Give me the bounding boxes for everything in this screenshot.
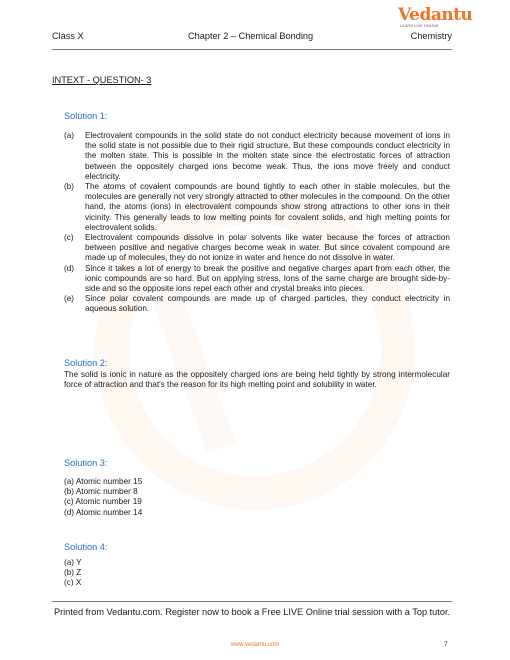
page-number: 7 xyxy=(444,641,448,648)
header-subject: Chemistry xyxy=(410,31,452,41)
list-item xyxy=(64,233,450,264)
solution-2-title: Solution 2: xyxy=(64,358,108,368)
solution-1-title: Solution 1: xyxy=(64,111,108,121)
list-item xyxy=(64,264,450,295)
page-header xyxy=(52,31,452,45)
item-text: Electrovalent compounds dissolve in polar solvents like water because the forces of attraction between positive and negative charges become weak in water. But since covalent compound are made up of molecules, they do not ionize in water and hence do not dissolve in water. xyxy=(85,233,450,263)
header-divider xyxy=(52,49,452,50)
solution-4-title: Solution 4: xyxy=(64,542,108,552)
list-item: (a) Atomic number 15 xyxy=(64,477,143,486)
list-item: (d) Atomic number 14 xyxy=(64,507,143,517)
header-class: Class X xyxy=(52,31,84,41)
header-chapter: Chapter 2 – Chemical Bonding xyxy=(188,31,314,41)
item-marker: (b) xyxy=(64,182,75,192)
item-text: Electrovalent compounds in the solid state do not conduct electricity because movement of ions in the solid state is not possible due to their rigid structure. But these compounds conduct electricity in the molten state. This is possible in the molten state since the electrostatic forces of attraction between the oppositely charged ions become weak. Thus, the ions move freely and conduct electricity. xyxy=(85,131,450,181)
item-marker: (e) xyxy=(64,294,75,304)
section-title: INTEXT - QUESTION- 3 xyxy=(52,75,152,85)
solution-3-list xyxy=(64,477,142,518)
list-item: (c) X xyxy=(64,578,82,588)
item-marker: (a) xyxy=(64,131,75,140)
footer-url-link[interactable]: www.vedantu.com xyxy=(230,642,280,648)
solution-3-title: Solution 3: xyxy=(64,458,108,468)
solution-1-list xyxy=(64,131,450,315)
vedantu-logo xyxy=(398,5,473,30)
item-text: Since it takes a lot of energy to break the positive and negative charges apart from each other, the ionic compounds are so hard. But on applying stress, Ions of the same charge are brought side-by-side and so the opposite ions repel each other and crystal breaks into pieces. xyxy=(85,263,450,294)
list-item xyxy=(64,182,450,233)
solution-2-text: The solid is ionic in nature as the oppositely charged ions are being held tightly by strong intermolecular force of attraction and that's the reason for its high melting point and solubility in water. xyxy=(64,370,450,390)
logo-text: Vedantu xyxy=(398,5,473,25)
list-item: (c) Atomic number 19 xyxy=(64,497,142,507)
logo-tagline: LEARN LIVE ONLINE xyxy=(400,24,439,28)
item-text: The atoms of covalent compounds are bound tightly to each other in stable molecules, but the molecules are generally not very strongly attracted to other molecules in the compound. On the other hand, the atoms (ions) in electrovalent compounds show strong attractions to other ions in their vicinity. This generally leads to low melting points for covalent solids, and high melting points for electrovalent solids. xyxy=(85,182,450,232)
footer-divider xyxy=(52,601,452,602)
list-item: (b) Z xyxy=(64,568,82,578)
list-item xyxy=(64,131,450,182)
footer-promo: Printed from Vedantu.com. Register now to book a Free LIVE Online trial session with a Top tutor. xyxy=(53,607,451,617)
list-item: (a) Y xyxy=(64,558,82,567)
list-item xyxy=(64,294,450,314)
item-marker: (d) xyxy=(64,263,75,273)
item-text: Since polar covalent compounds are made up of charged particles, they conduct electricity in aqueous solution. xyxy=(85,294,450,314)
solution-4-list xyxy=(64,558,82,589)
item-marker: (c) xyxy=(64,233,74,243)
list-item: (b) Atomic number 8 xyxy=(64,487,138,497)
